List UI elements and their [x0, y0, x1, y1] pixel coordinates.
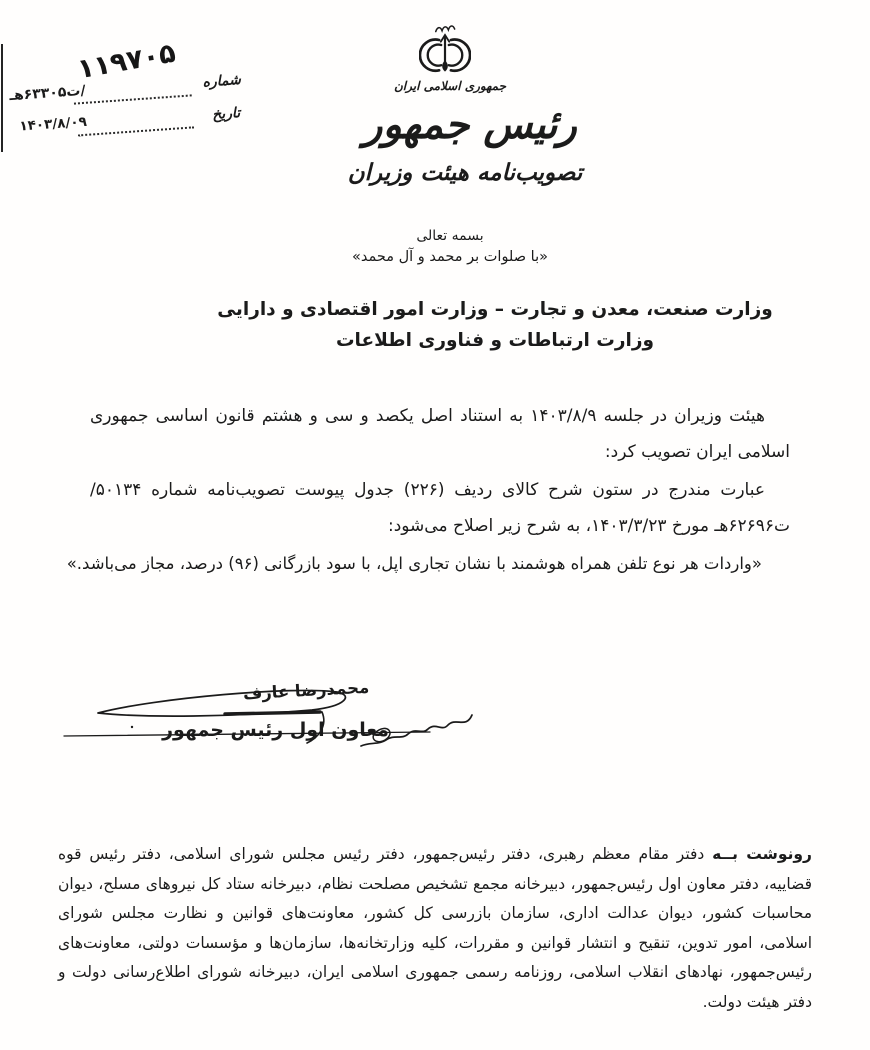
addressee-block — [170, 294, 820, 356]
date-dotted-line — [78, 126, 194, 136]
reference-block — [7, 37, 245, 160]
addressee-line-1: وزارت صنعت، معدن و تجارت – وزارت امور اقتصادی و دارایی — [217, 299, 773, 320]
addressee-line-2: وزارت ارتباطات و فناوری اطلاعات — [335, 330, 655, 351]
signatory-title: معاون اول رئیس جمهور — [162, 719, 389, 741]
country-name: جمهوری اسلامی ایران — [393, 79, 507, 93]
decree-paragraph-2: عبارت مندرج در ستون شرح کالای ردیف (۲۲۶) جدول پیوست تصویب‌نامه شماره ۵۰۱۳۴/ت۶۲۶۹۶هـ مورخ ۱۴۰۳/۳/۲۳، به شرح زیر اصلاح می‌شود: — [90, 480, 790, 536]
document-type-title: تصویب‌نامه هیئت وزیران — [347, 160, 583, 186]
date-label: تاریخ — [211, 105, 241, 123]
cc-distribution-paragraph — [58, 840, 812, 1017]
decree-body — [66, 398, 790, 584]
president-office-title: رئیس جمهور — [363, 102, 577, 148]
number-dotted-line — [74, 94, 192, 104]
handwritten-signature-scribble — [60, 655, 480, 780]
signature-block — [60, 655, 480, 780]
stamped-serial-number: ۱۱۹۷۰۵ — [75, 37, 178, 86]
scan-edge-artifact — [1, 44, 3, 152]
number-label: شماره — [202, 71, 242, 91]
cc-lead-label: رونوشت بــه — [712, 845, 812, 863]
signatory-name: محمدرضا عارف — [242, 677, 370, 704]
besmellah-line: بسمه تعالی — [416, 228, 484, 244]
decree-amended-clause: «واردات هر نوع تلفن همراه هوشمند با نشان تجاری اپل، با سود بازرگانی (۹۶) درصد، مجاز می‌باشد.» — [66, 554, 762, 573]
number-value: /ت۶۳۳۰۵هـ — [8, 82, 87, 105]
salawat-line: «با صلوات بر محمد و آل محمد» — [352, 249, 548, 265]
date-value: ۱۴۰۳/۸/۰۹ — [18, 113, 88, 135]
decree-paragraph-1: هیئت وزیران در جلسه ۱۴۰۳/۸/۹ به استناد اصل یکصد و سی و هشتم قانون اساسی جمهوری اسلامی ایران تصویب کرد: — [90, 406, 790, 462]
cc-recipients-text: دفتر مقام معظم رهبری، دفتر رئیس‌جمهور، دفتر رئیس مجلس شورای اسلامی، دفتر رئیس قوه قضاییه، دفتر معاون اول رئیس‌جمهور، دبیرخانه مجمع تشخیص مصلحت نظام، دبیرخانه ستاد کل نیروهای مسلح، دیوان محاسبات کشور، دیوان عدالت اداری، سازمان بازرسی کل کشور، معاونت‌های قوانین و نظارت مجلس شورای اسلامی، امور تدوین، تنقیح و انتشار قوانین و مقررات، کلیه وزارتخانه‌ها، سازمان‌ها و مؤسسات دولتی، معاونت‌های رئیس‌جمهور، نهادهای انقلاب اسلامی، روزنامه رسمی جمهوری اسلامی ایران، دبیرخانه شورای اطلاع‌رسانی دولت و دفتر هیئت دولت. — [58, 845, 812, 1011]
